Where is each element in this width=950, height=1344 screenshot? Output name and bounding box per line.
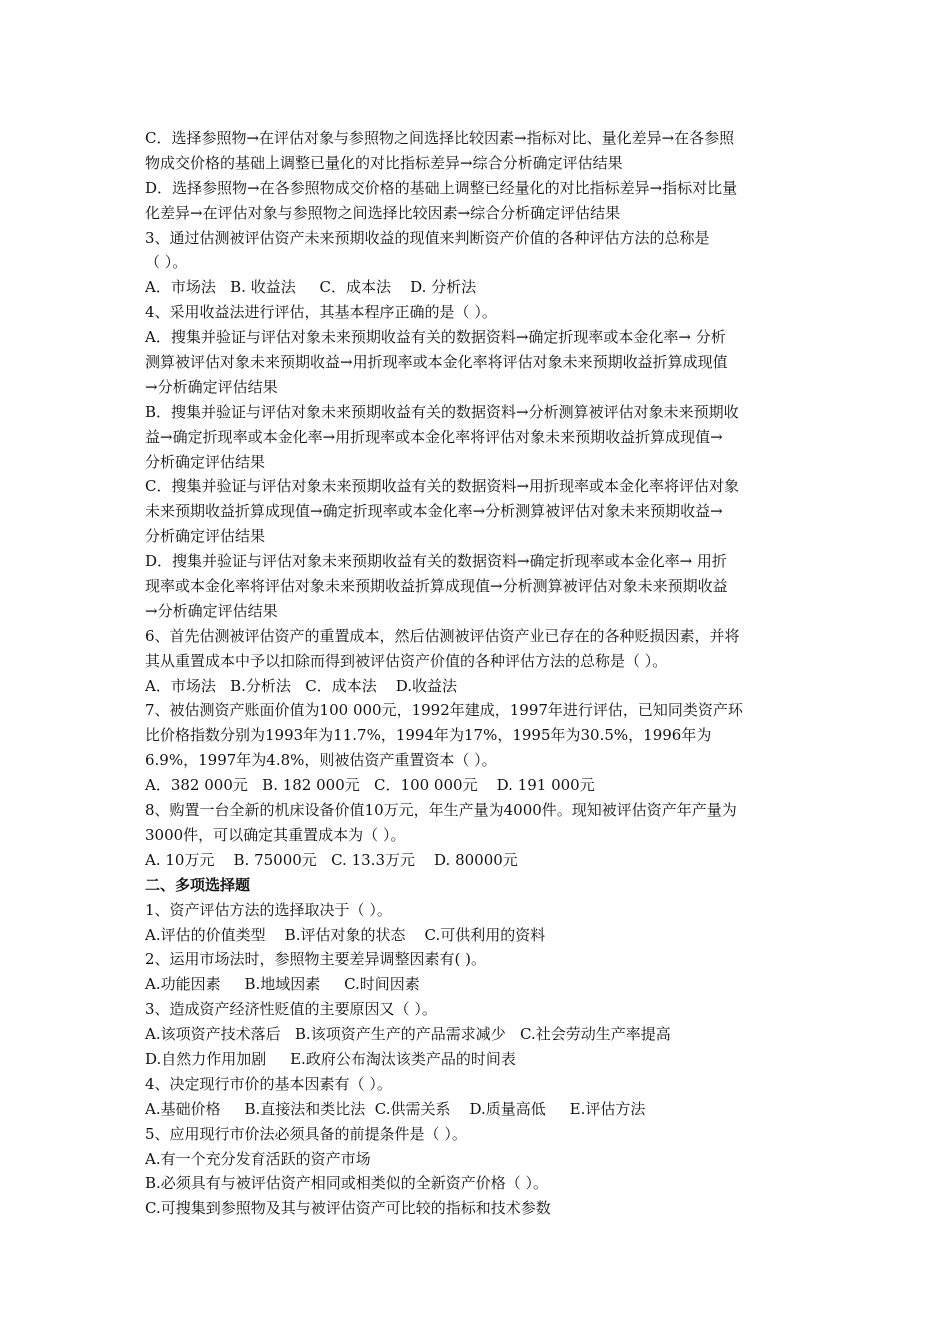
option-line: 测算被评估对象未来预期收益→用折现率或本金化率将评估对象未来预期收益折算成现值: [145, 353, 728, 372]
option-line: B.必须具有与被评估资产相同或相类似的全新资产价格（ ）。: [145, 1174, 549, 1193]
section-heading: 二、多项选择题: [145, 875, 251, 894]
option-line: C.可搜集到参照物及其与被评估资产可比较的指标和技术参数: [145, 1199, 551, 1218]
option-line: A.基础价格 B.直接法和类比法 C.供需关系 D.质量高低 E.评估方法: [145, 1099, 646, 1118]
question-line: 4、采用收益法进行评估，其基本程序正确的是（ ）。: [145, 303, 497, 322]
option-line: A.评估的价值类型 B.评估对象的状态 C.可供利用的资料: [145, 925, 546, 944]
option-line: A. 10万元 B. 75000元 C. 13.3万元 D. 80000元: [145, 850, 518, 869]
question-line: 6.9%，1997年为4.8%，则被估资产重置资本（ ）。: [145, 751, 497, 770]
option-line: A．搜集并验证与评估对象未来预期收益有关的数据资料→确定折现率或本金化率→ 分析: [145, 328, 726, 347]
option-line: A.有一个充分发育活跃的资产市场: [145, 1149, 371, 1168]
document-page: [145, 126, 825, 1221]
question-line: 其从重置成本中予以扣除而得到被评估资产价值的各种评估方法的总称是（ ）。: [145, 651, 668, 670]
option-line: 分析确定评估结果: [145, 527, 266, 546]
option-line: C．搜集并验证与评估对象未来预期收益有关的数据资料→用折现率或本金化率将评估对象: [145, 477, 740, 496]
question-line: 2、运用市场法时，参照物主要差异调整因素有( )。: [145, 950, 487, 969]
question-line: 3、造成资产经济性贬值的主要原因又（ ）。: [145, 1000, 437, 1019]
option-line: A．市场法 B. 收益法 C．成本法 D. 分析法: [145, 278, 477, 297]
question-line: 1、资产评估方法的选择取决于（ ）。: [145, 900, 392, 919]
question-line: 比价格指数分别为1993年为11.7%，1994年为17%，1995年为30.5%，1996年为: [145, 726, 712, 745]
option-line: A．382 000元 B. 182 000元 C．100 000元 D. 191 000元: [145, 776, 595, 795]
option-line: 物成交价格的基础上调整已量化的对比指标差异→综合分析确定评估结果: [145, 153, 623, 172]
question-line: 6、首先估测被评估资产的重置成本，然后估测被评估资产业已存在的各种贬损因素，并将: [145, 626, 740, 645]
question-line: 8、购置一台全新的机床设备价值10万元，年生产量为4000件。现知被评估资产年产量为: [145, 801, 737, 820]
option-line: A．市场法 B.分析法 C．成本法 D.收益法: [145, 676, 458, 695]
option-line: A.功能因素 B.地域因素 C.时间因素: [145, 975, 420, 994]
option-line: 现率或本金化率将评估对象未来预期收益折算成现值→分析测算被评估对象未来预期收益: [145, 577, 728, 596]
question-line: （ ）。: [145, 253, 188, 272]
option-line: C．选择参照物→在评估对象与参照物之间选择比较因素→指标对比、量化差异→在各参照: [145, 129, 735, 147]
option-line: A.该项资产技术落后 B.该项资产生产的产品需求减少 C.社会劳动生产率提高: [145, 1025, 671, 1044]
question-line: 3、通过估测被评估资产未来预期收益的现值来判断资产价值的各种评估方法的总称是: [145, 228, 710, 247]
question-line: 4、决定现行市价的基本因素有（ ）。: [145, 1074, 392, 1093]
option-line: B．搜集并验证与评估对象未来预期收益有关的数据资料→分析测算被评估对象未来预期收: [145, 402, 739, 421]
option-line: D.自然力作用加剧 E.政府公布淘汰该类产品的时间表: [145, 1049, 516, 1068]
question-line: 3000件，可以确定其重置成本为（ ）。: [145, 825, 406, 844]
option-line: 化差异→在评估对象与参照物之间选择比较因素→综合分析确定评估结果: [145, 203, 621, 222]
option-line: D．搜集并验证与评估对象未来预期收益有关的数据资料→确定折现率或本金化率→ 用折: [145, 552, 727, 571]
question-line: 7、被估测资产账面价值为100 000元，1992年建成，1997年进行评估，已知同类资产环: [145, 701, 743, 720]
question-line: 5、应用现行市价法必须具备的前提条件是（ ）。: [145, 1124, 467, 1143]
option-line: 未来预期收益折算成现值→确定折现率或本金化率→分析测算被评估对象未来预期收益→: [145, 502, 723, 521]
option-line: →分析确定评估结果: [145, 601, 278, 620]
option-line: →分析确定评估结果: [145, 377, 278, 396]
option-line: 益→确定折现率或本金化率→用折现率或本金化率将评估对象未来预期收益折算成现值→: [145, 427, 723, 446]
option-line: 分析确定评估结果: [145, 452, 266, 471]
option-line: D．选择参照物→在各参照物成交价格的基础上调整已经量化的对比指标差异→指标对比量: [145, 178, 738, 197]
